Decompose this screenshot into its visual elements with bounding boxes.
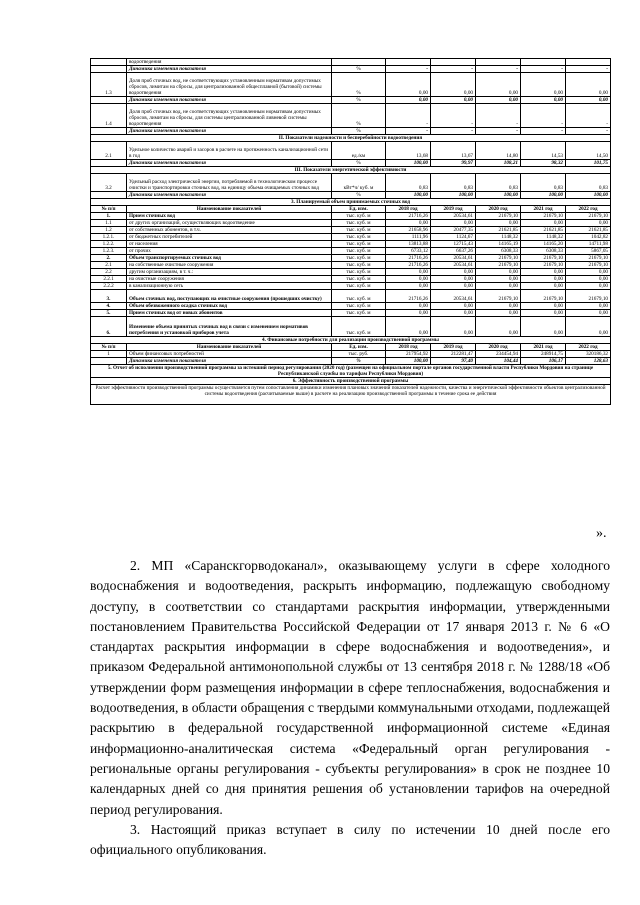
value-cell: 21679,10: [521, 213, 566, 220]
indicator-name: водоотведения: [127, 59, 332, 66]
value-cell: 0,00: [431, 269, 476, 276]
value-cell: 21679,10: [476, 262, 521, 269]
unit-cell: тыс. куб. м: [332, 269, 386, 276]
row-number: 1: [91, 351, 127, 358]
table-row: [91, 241, 611, 248]
value-cell: 0,00: [566, 303, 611, 310]
value-cell: 128,63: [566, 358, 611, 365]
value-cell: 21679,10: [521, 262, 566, 269]
value-cell: 0,00: [566, 317, 611, 337]
table-row: [91, 276, 611, 283]
value-cell: -: [476, 66, 521, 73]
indicator-name: от прочих: [127, 248, 332, 255]
value-cell: 21679,10: [566, 262, 611, 269]
row-number: 2.2.1: [91, 276, 127, 283]
value-cell: 6308,33: [476, 248, 521, 255]
value-cell: 21679,10: [476, 213, 521, 220]
value-cell: 20477,35: [431, 227, 476, 234]
indicator-name: Объем сточных вод, поступающих на очистные сооружения (прошедших очистку): [127, 290, 332, 303]
row-number: [91, 160, 127, 167]
value-cell: 21621,85: [566, 227, 611, 234]
table-row: [91, 66, 611, 73]
value-cell: 0,83: [476, 174, 521, 192]
value-cell: 0,00: [521, 310, 566, 317]
unit-cell: ед./км: [332, 142, 386, 160]
row-number: 2.1: [91, 142, 127, 160]
value-cell: -: [386, 104, 431, 128]
value-cell: -: [431, 104, 476, 128]
section-financial-title: 4. Финансовые потребности для реализации производственной программы: [91, 337, 611, 344]
row-number: [91, 66, 127, 73]
indicator-name: Изменение объема принятых сточных вод в связи с изменением нормативов потребления и установкой приборов учета: [127, 317, 332, 337]
unit-cell: тыс. куб. м: [332, 283, 386, 290]
indicator-name: Объем обезвоженного осадка сточных вод: [127, 303, 332, 310]
value-cell: 106,17: [521, 358, 566, 365]
value-cell: -: [566, 128, 611, 135]
unit-cell: тыс. куб. м: [332, 248, 386, 255]
row-number: 1.3: [91, 73, 127, 97]
header-year: 2020 год: [476, 344, 521, 351]
value-cell: 99,97: [431, 160, 476, 167]
table-row: [91, 317, 611, 337]
value-cell: 1124,67: [431, 234, 476, 241]
value-cell: 100,00: [386, 160, 431, 167]
value-cell: 0,00: [521, 303, 566, 310]
value-cell: 21621,85: [476, 227, 521, 234]
indicator-name: Динамика изменения показателя: [127, 66, 332, 73]
value-cell: 0,00: [386, 310, 431, 317]
value-cell: 0,00: [566, 283, 611, 290]
value-cell: 0,00: [566, 276, 611, 283]
table-row: [91, 104, 611, 128]
header-year: 2020 год: [476, 206, 521, 213]
value-cell: 6733,12: [386, 248, 431, 255]
value-cell: 20534,61: [431, 290, 476, 303]
indicator-name: Динамика изменения показателя: [127, 358, 332, 365]
value-cell: 21679,10: [566, 290, 611, 303]
value-cell: 108,21: [476, 160, 521, 167]
value-cell: 12715,43: [431, 241, 476, 248]
value-cell: 0,00: [566, 73, 611, 97]
indicator-name: от бюджетных потребителей: [127, 234, 332, 241]
value-cell: 0,00: [431, 317, 476, 337]
value-cell: 0,00: [521, 97, 566, 104]
unit-cell: %: [332, 128, 386, 135]
header-name: Наименование показателей: [127, 344, 332, 351]
value-cell: 0,83: [386, 174, 431, 192]
indicator-name: от других организаций, осуществляющих водоотведение: [127, 220, 332, 227]
value-cell: 100,00: [386, 192, 431, 199]
unit-cell: тыс. куб. м: [332, 276, 386, 283]
value-cell: 0,00: [386, 269, 431, 276]
value-cell: 14165,19: [476, 241, 521, 248]
value-cell: 21716,26: [386, 290, 431, 303]
value-cell: 104,44: [476, 358, 521, 365]
report-row: [91, 365, 611, 378]
value-cell: 212281,47: [431, 351, 476, 358]
value-cell: -: [386, 66, 431, 73]
indicator-name: на очистные сооружения: [127, 276, 332, 283]
value-cell: 248914,75: [521, 351, 566, 358]
unit-cell: тыс. куб. м: [332, 227, 386, 234]
table-row: [91, 234, 611, 241]
value-cell: 0,83: [566, 174, 611, 192]
section-energy-title: III. Показатели энергетической эффективности: [91, 167, 611, 174]
header-year: 2018 год: [386, 206, 431, 213]
unit-cell: тыс. куб. м: [332, 290, 386, 303]
indicator-name: от собственных абонентов, в т.ч.: [127, 227, 332, 234]
header-year: 2021 год: [521, 344, 566, 351]
unit-cell: %: [332, 192, 386, 199]
paragraph-3: 3. Настоящий приказ вступает в силу по истечении 10 дней после его официального опубликования.: [90, 821, 610, 858]
unit-cell: [332, 59, 386, 66]
section-reliability-title: II. Показатели надежности и бесперебойности водоотведения: [91, 135, 611, 142]
value-cell: [521, 59, 566, 66]
value-cell: 98,32: [521, 160, 566, 167]
value-cell: 1148,32: [521, 234, 566, 241]
value-cell: 97,40: [431, 358, 476, 365]
efficiency-text: Расчет эффективности производственной программы осуществляется путем сопоставления динамики изменения плановых значений показателей надежности, качества и энергетической эффективности объектов централизованной системы водоотведения (расчитываемые выше) в расчете на реализацию производственной программы в течение срока ее действия: [91, 385, 611, 405]
value-cell: 0,00: [386, 317, 431, 337]
section-financial: [91, 337, 611, 344]
table-row: [91, 227, 611, 234]
value-cell: 13,67: [431, 142, 476, 160]
paragraph-2: 2. МП «Саранскгорводоканал», оказывающему услуги в сфере холодного водоснабжения и водоотведения, раскрыть информацию, подлежащую свободному доступу, в соответствии со стандартами раскрытия информации, утвержденными постановлением Правительства Российской Федерации от 17 января 2013 г. № 6 «О стандартах раскрытия информации в сфере водоснабжения и водоотведения», и приказом Федеральной антимонопольной службы от 13 сентября 2018 г. № 1288/18 «Об утверждении форм размещения информации в сфере теплоснабжения, водоснабжения и водоотведения, в области обращения с твердыми коммунальными отходами, подлежащей раскрытию в федеральной государственной информационной системе «Единая информационно-аналитическая система «Федеральный орган регулирования - региональные органы регулирования - субъекты регулирования» в срок не позднее 10 календарных дней со дня принятия решения об установлении тарифов на очередной период регулирования.: [90, 558, 610, 817]
value-cell: -: [431, 128, 476, 135]
value-cell: 0,83: [431, 174, 476, 192]
value-cell: 0,00: [476, 303, 521, 310]
value-cell: 14165,20: [521, 241, 566, 248]
value-cell: 0,00: [521, 276, 566, 283]
unit-cell: тыс. куб. м: [332, 255, 386, 262]
header-unit: Ед. изм.: [332, 344, 386, 351]
value-cell: 100,00: [566, 192, 611, 199]
value-cell: 0,00: [566, 97, 611, 104]
value-cell: -: [521, 128, 566, 135]
header-year: 2022 год: [566, 206, 611, 213]
value-cell: 0,00: [386, 276, 431, 283]
indicator-name: Объем транспортируемых сточных вод: [127, 255, 332, 262]
table-row: [91, 255, 611, 262]
row-number: 1.1: [91, 220, 127, 227]
value-cell: 20534,61: [431, 255, 476, 262]
header-name: Наименование показателей: [127, 206, 332, 213]
row-number: 5.: [91, 310, 127, 317]
header-row: [91, 344, 611, 351]
header-num: № п/п: [91, 344, 127, 351]
header-year: 2022 год: [566, 344, 611, 351]
value-cell: 0,00: [431, 276, 476, 283]
value-cell: 1042,82: [566, 234, 611, 241]
value-cell: 100,00: [521, 192, 566, 199]
indicator-name: Прием сточных вод от новых абонентов: [127, 310, 332, 317]
value-cell: 0,00: [476, 269, 521, 276]
value-cell: 100,00: [386, 358, 431, 365]
indicators-table: [90, 58, 611, 405]
row-number: 1.4: [91, 104, 127, 128]
value-cell: 0,00: [521, 73, 566, 97]
header-year: 2018 год: [386, 344, 431, 351]
value-cell: 14,80: [476, 142, 521, 160]
value-cell: 0,00: [386, 73, 431, 97]
value-cell: 0,00: [521, 269, 566, 276]
table-row: [91, 269, 611, 276]
row-number: 3.2: [91, 174, 127, 192]
value-cell: 0,00: [476, 97, 521, 104]
row-number: [91, 59, 127, 66]
header-year: 2019 год: [431, 344, 476, 351]
row-number: [91, 192, 127, 199]
unit-cell: %: [332, 73, 386, 97]
table-row: [91, 290, 611, 303]
value-cell: 21679,10: [566, 255, 611, 262]
value-cell: 0,00: [386, 97, 431, 104]
indicator-name: на собственные очистные сооружения: [127, 262, 332, 269]
unit-cell: тыс. куб. м: [332, 213, 386, 220]
row-number: [91, 358, 127, 365]
table-row: [91, 192, 611, 199]
header-row: [91, 206, 611, 213]
indicator-name: Удельный расход электрической энергии, потребляемой в технологическом процессе очистки и транспортировки сточных вод, на единицу объема очищаемых сточных вод: [127, 174, 332, 192]
table-row: [91, 262, 611, 269]
unit-cell: тыс. куб. м: [332, 317, 386, 337]
indicator-name: Доля проб сточных вод, не соответствующих установленным нормативам допустимых сбросов, лимитам на сбросы, для централизованной общесплавной (бытовой) системы водоотведения: [127, 73, 332, 97]
closing-quote-mark: ».: [596, 526, 607, 541]
table-row: [91, 97, 611, 104]
value-cell: 0,00: [476, 317, 521, 337]
row-number: 1.2: [91, 227, 127, 234]
table-row: [91, 59, 611, 66]
value-cell: 1111,96: [386, 234, 431, 241]
value-cell: 14,50: [566, 142, 611, 160]
value-cell: 320186,32: [566, 351, 611, 358]
value-cell: 0,00: [566, 269, 611, 276]
unit-cell: %: [332, 66, 386, 73]
value-cell: -: [521, 104, 566, 128]
indicator-name: Объем финансовых потребностей: [127, 351, 332, 358]
row-number: [91, 97, 127, 104]
value-cell: 0,00: [476, 73, 521, 97]
value-cell: 21679,10: [521, 290, 566, 303]
unit-cell: тыс. куб. м: [332, 241, 386, 248]
section-planned-volume-title: 3. Планируемый объем принимаемых сточных вод: [91, 199, 611, 206]
section-efficiency: [91, 378, 611, 385]
indicator-name: Доля проб сточных вод, не соответствующих установленным нормативам допустимых сбросов, лимитам на сбросы, для системы централизованной ливневой системы водоотведения: [127, 104, 332, 128]
unit-cell: %: [332, 104, 386, 128]
value-cell: 13813,88: [386, 241, 431, 248]
indicator-name: Динамика изменения показателя: [127, 128, 332, 135]
value-cell: -: [476, 104, 521, 128]
row-number: 2.: [91, 255, 127, 262]
table-row: [91, 128, 611, 135]
table-row: [91, 213, 611, 220]
value-cell: 14,53: [521, 142, 566, 160]
value-cell: 0,00: [476, 283, 521, 290]
row-number: 1.2.3.: [91, 248, 127, 255]
value-cell: 0,00: [431, 220, 476, 227]
indicator-name: Динамика изменения показателя: [127, 160, 332, 167]
row-number: 1.2.2.: [91, 241, 127, 248]
section-efficiency-title: 6. Эффективность производственной программы: [91, 378, 611, 385]
section-energy: [91, 167, 611, 174]
table-row: [91, 248, 611, 255]
table-row: [91, 73, 611, 97]
value-cell: 21658,96: [386, 227, 431, 234]
value-cell: 14711,98: [566, 241, 611, 248]
value-cell: 0,00: [476, 276, 521, 283]
value-cell: 20534,61: [431, 213, 476, 220]
row-number: [91, 128, 127, 135]
value-cell: 21716,26: [386, 255, 431, 262]
value-cell: 0,00: [431, 73, 476, 97]
value-cell: 217954,92: [386, 351, 431, 358]
unit-cell: тыс. куб. м: [332, 234, 386, 241]
unit-cell: %: [332, 160, 386, 167]
table-row: [91, 310, 611, 317]
table-row: [91, 174, 611, 192]
table-row: [91, 358, 611, 365]
section-planned-volume: [91, 199, 611, 206]
value-cell: [386, 59, 431, 66]
efficiency-text-row: [91, 385, 611, 405]
value-cell: 21679,10: [566, 213, 611, 220]
value-cell: 0,00: [521, 283, 566, 290]
value-cell: [566, 59, 611, 66]
row-number: 2.2: [91, 269, 127, 276]
value-cell: 21679,10: [521, 255, 566, 262]
row-number: 1.2.1.: [91, 234, 127, 241]
row-number: 6.: [91, 317, 127, 337]
table-row: [91, 351, 611, 358]
indicator-name: Динамика изменения показателя: [127, 192, 332, 199]
value-cell: 21716,26: [386, 262, 431, 269]
indicator-name: от населения: [127, 241, 332, 248]
value-cell: 21621,85: [521, 227, 566, 234]
value-cell: 21679,10: [476, 290, 521, 303]
value-cell: -: [476, 128, 521, 135]
value-cell: -: [521, 66, 566, 73]
value-cell: 0,00: [566, 220, 611, 227]
production-program-table-area: [90, 58, 610, 405]
value-cell: -: [431, 66, 476, 73]
indicator-name: Динамика изменения показателя: [127, 97, 332, 104]
value-cell: 21716,26: [386, 213, 431, 220]
unit-cell: кВт*ч/ куб. м: [332, 174, 386, 192]
value-cell: 0,00: [476, 220, 521, 227]
value-cell: 0,00: [431, 97, 476, 104]
value-cell: 0,00: [431, 303, 476, 310]
value-cell: 0,00: [431, 310, 476, 317]
value-cell: 0,00: [521, 317, 566, 337]
value-cell: 6308,33: [521, 248, 566, 255]
value-cell: 0,00: [566, 310, 611, 317]
report-title: 5. Отчет об исполнении производственной программы за истекший период регулирования (2020 год) (размещен на официальном портале органов государственной власти Республики Мордовия на странице Республиканской службы по тарифам Республики Мордовия): [91, 365, 611, 378]
table-row: [91, 142, 611, 160]
value-cell: [431, 59, 476, 66]
value-cell: 0,00: [386, 303, 431, 310]
row-number: 4.: [91, 303, 127, 310]
table-row: [91, 283, 611, 290]
unit-cell: %: [332, 97, 386, 104]
value-cell: 1148,32: [476, 234, 521, 241]
value-cell: [476, 59, 521, 66]
value-cell: 20534,61: [431, 262, 476, 269]
header-year: 2021 год: [521, 206, 566, 213]
section-reliability: [91, 135, 611, 142]
value-cell: 0,00: [386, 283, 431, 290]
unit-cell: тыс. куб. м: [332, 303, 386, 310]
value-cell: 100,00: [476, 192, 521, 199]
indicator-name: Удельное количество аварий и засоров в расчете на протяженность канализационной сети в год: [127, 142, 332, 160]
order-text: [90, 556, 610, 860]
row-number: 2.1: [91, 262, 127, 269]
row-number: 3.: [91, 290, 127, 303]
value-cell: -: [386, 128, 431, 135]
unit-cell: тыс. куб. м: [332, 310, 386, 317]
value-cell: -: [566, 104, 611, 128]
value-cell: 0,83: [521, 174, 566, 192]
value-cell: 21679,10: [476, 255, 521, 262]
unit-cell: тыс. руб.: [332, 351, 386, 358]
value-cell: 0,00: [521, 220, 566, 227]
value-cell: -: [566, 66, 611, 73]
value-cell: 0,00: [386, 220, 431, 227]
row-number: 1.: [91, 213, 127, 220]
value-cell: 0,00: [431, 283, 476, 290]
row-number: 2.2.2: [91, 283, 127, 290]
header-year: 2019 год: [431, 206, 476, 213]
header-num: № п/п: [91, 206, 127, 213]
value-cell: 234454,94: [476, 351, 521, 358]
table-row: [91, 220, 611, 227]
value-cell: 13,68: [386, 142, 431, 160]
unit-cell: тыс. куб. м: [332, 262, 386, 269]
table-row: [91, 160, 611, 167]
indicator-name: другим организациям, в т. ч.:: [127, 269, 332, 276]
indicator-name: Прием сточных вод: [127, 213, 332, 220]
unit-cell: тыс. куб. м: [332, 220, 386, 227]
value-cell: 101,75: [566, 160, 611, 167]
header-unit: Ед. изм.: [332, 206, 386, 213]
value-cell: 0,00: [476, 310, 521, 317]
indicator-name: в канализационную сеть: [127, 283, 332, 290]
value-cell: 100,00: [431, 192, 476, 199]
value-cell: 5867,05: [566, 248, 611, 255]
table-row: [91, 303, 611, 310]
value-cell: 6637,26: [431, 248, 476, 255]
unit-cell: %: [332, 358, 386, 365]
